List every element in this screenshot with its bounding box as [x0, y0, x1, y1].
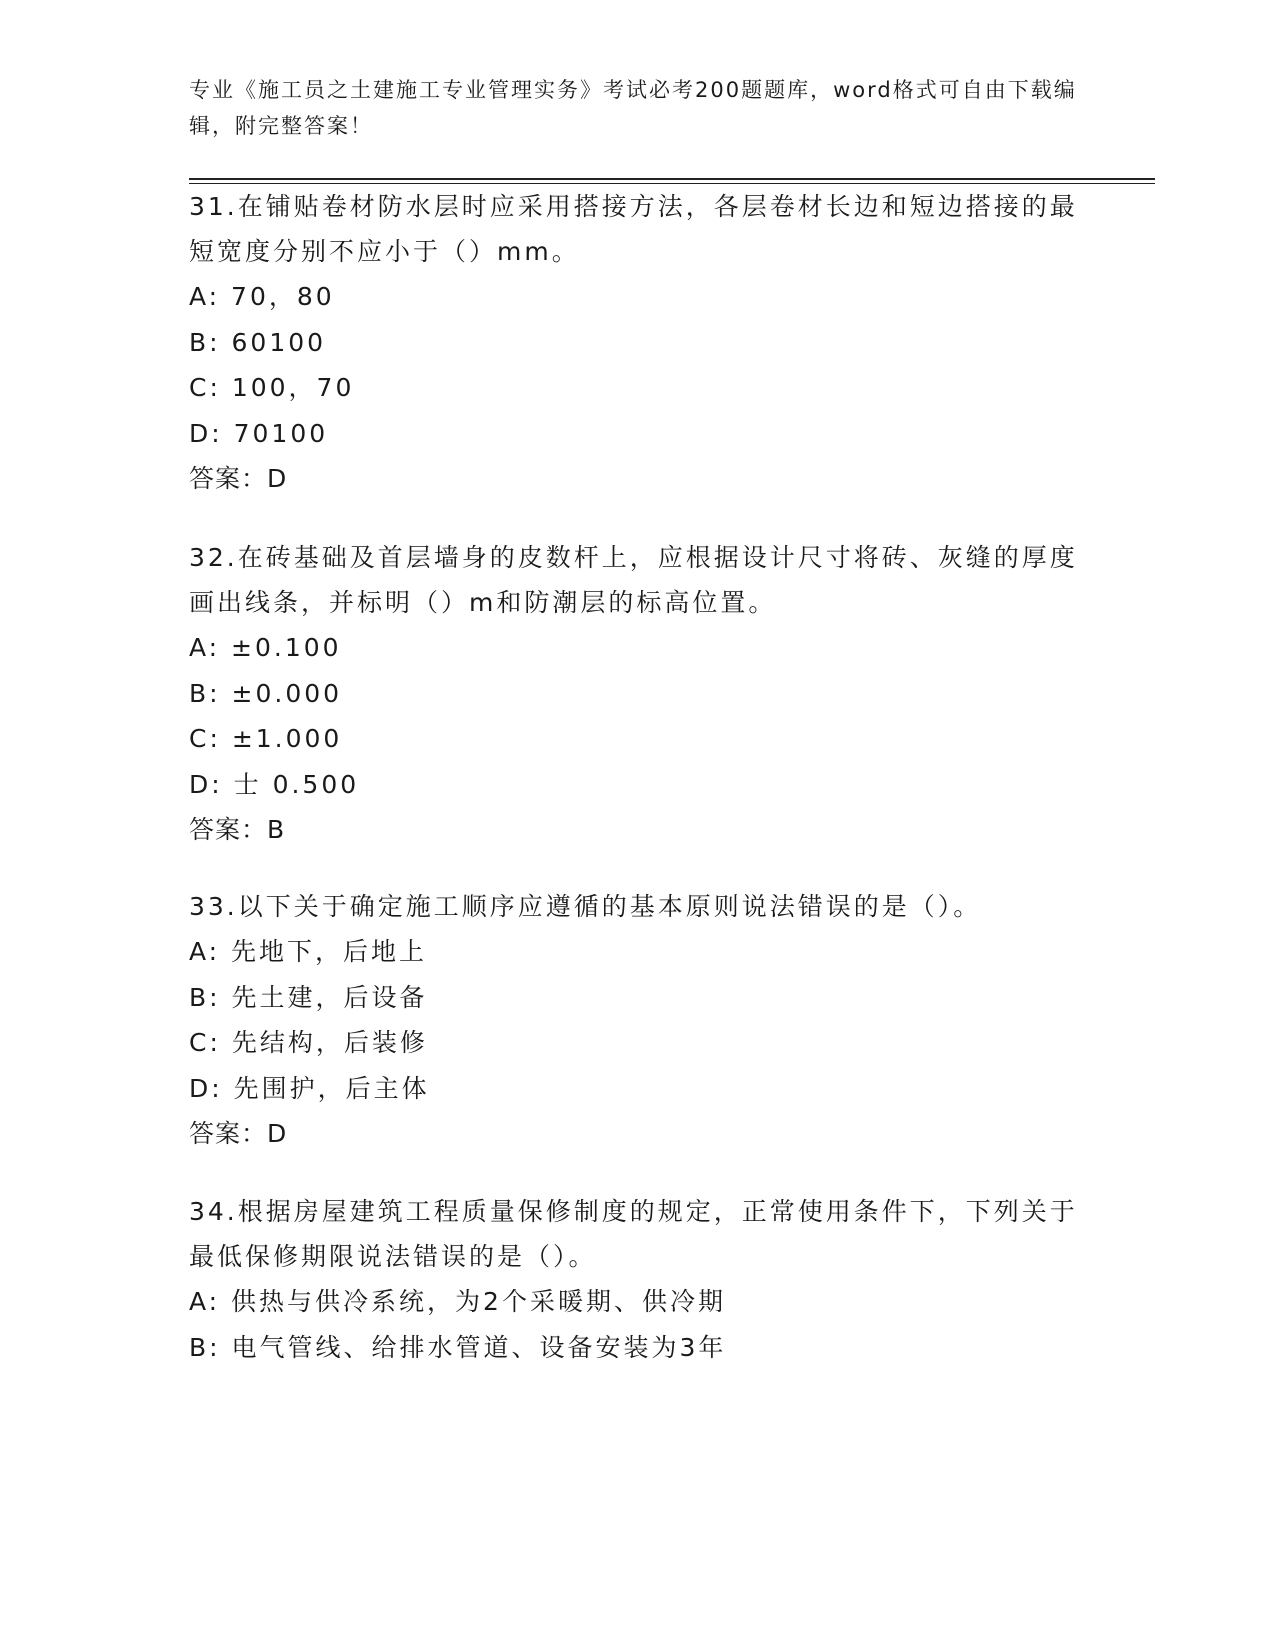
question-34: [189, 1189, 1089, 1370]
option-d: D: 士 0.500: [189, 769, 360, 799]
question-32: [189, 535, 1089, 852]
option-d: D: 先围护，后主体: [189, 1073, 430, 1103]
option-b: B: ±0.000: [189, 678, 343, 708]
question-text: 32.在砖基础及首层墙身的皮数杆上，应根据设计尺寸将砖、灰缝的厚度画出线条，并标明（）m和防潮层的标高位置。: [189, 543, 1078, 617]
question-33: [189, 884, 1089, 1156]
answer: 答案：B: [189, 815, 286, 844]
option-a: A: 先地下，后地上: [189, 937, 428, 966]
option-a: A: 70，80: [189, 282, 335, 311]
question-text: 33.以下关于确定施工顺序应遵循的基本原则说法错误的是（）。: [189, 892, 982, 921]
option-d: D: 70100: [189, 418, 329, 448]
option-c: C: ±1.000: [189, 724, 343, 753]
option-a: A: ±0.100: [189, 633, 342, 662]
question-text: 34.根据房屋建筑工程质量保修制度的规定，正常使用条件下，下列关于最低保修期限说法错误的是（）。: [189, 1197, 1078, 1271]
option-c: C: 先结构，后装修: [189, 1028, 428, 1057]
option-c: C: 100，70: [189, 373, 355, 402]
question-text: 31.在铺贴卷材防水层时应采用搭接方法，各层卷材长边和短边搭接的最短宽度分别不应小于（）mm。: [189, 192, 1078, 266]
header-divider-thick: [189, 178, 1155, 180]
document-intro: 专业《施工员之土建施工专业管理实务》考试必考200题题库，word格式可自由下载编辑，附完整答案！: [189, 78, 1077, 138]
option-b: B: 先土建，后设备: [189, 982, 428, 1012]
option-b: B: 电气管线、给排水管道、设备安装为3年: [189, 1332, 727, 1362]
option-b: B: 60100: [189, 327, 327, 357]
answer: 答案：D: [189, 464, 288, 493]
option-a: A: 供热与供冷系统，为2个采暖期、供冷期: [189, 1287, 726, 1316]
question-31: [189, 184, 1089, 501]
answer: 答案：D: [189, 1119, 288, 1148]
